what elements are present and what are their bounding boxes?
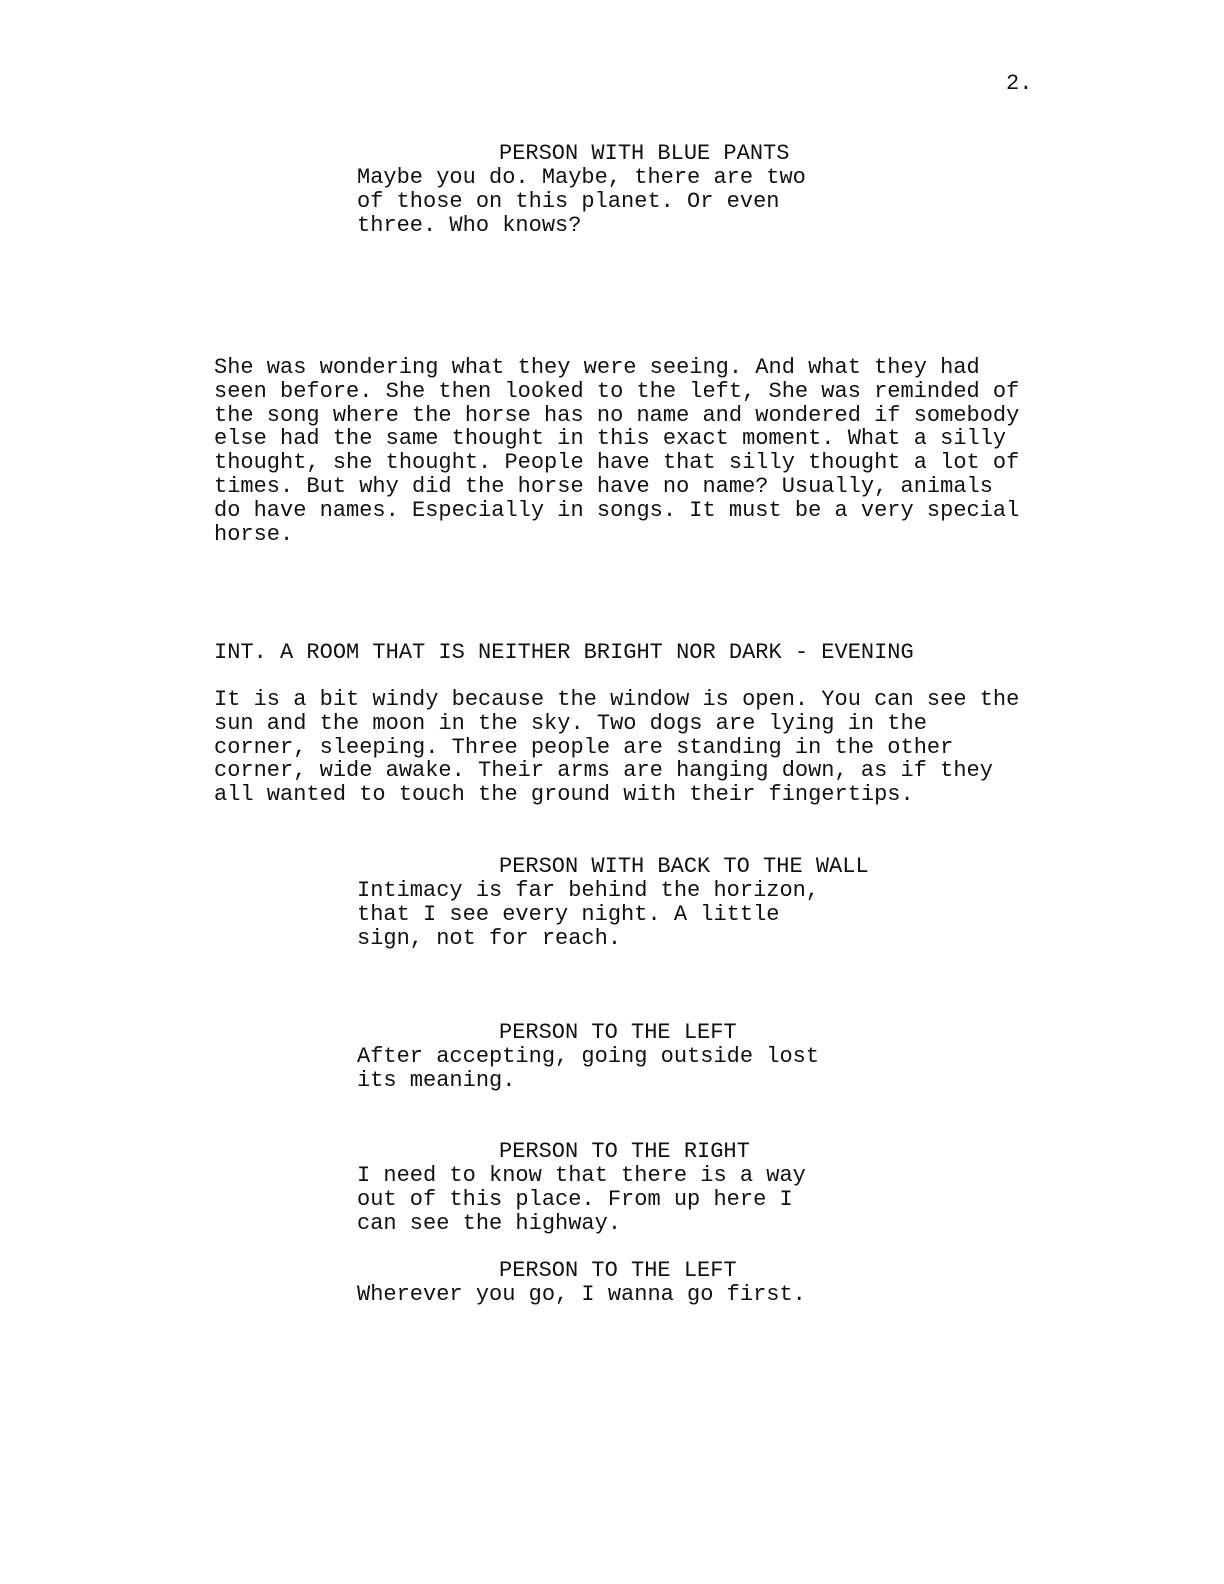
action-paragraph: She was wondering what they were seeing. And what they had seen before. She then looked to the left, She was reminded of the song where the horse has no name and wondered if somebody else had the same thought in this exact moment. What a silly thought, she thought. People have that silly thought a lot of times. But why did the horse have no name? Usually, animals do have names. Especially in songs. It must be a very special horse. — [214, 355, 1020, 547]
dialogue: Wherever you go, I wanna go first. — [357, 1282, 806, 1307]
character-name: PERSON WITH BLUE PANTS — [499, 141, 790, 166]
character-name: PERSON TO THE LEFT — [499, 1258, 737, 1283]
action-paragraph: It is a bit windy because the window is open. You can see the sun and the moon in the sky. Two dogs are lying in the corner, sleeping. Three people are standing in the other corner, wide awake. Their arms are hanging down, as if they all wanted to touch the ground with their fingertips. — [214, 687, 1020, 808]
dialogue: Maybe you do. Maybe, there are two of those on this planet. Or even three. Who knows? — [357, 165, 806, 238]
page-number: 2. — [1006, 71, 1033, 96]
dialogue: After accepting, going outside lost its meaning. — [357, 1044, 820, 1093]
character-name: PERSON TO THE RIGHT — [499, 1139, 750, 1164]
character-name: PERSON TO THE LEFT — [499, 1020, 737, 1045]
character-name: PERSON WITH BACK TO THE WALL — [499, 854, 869, 879]
scene-heading: INT. A ROOM THAT IS NEITHER BRIGHT NOR DARK - EVENING — [214, 640, 914, 665]
dialogue: I need to know that there is a way out of this place. From up here I can see the highway. — [357, 1163, 806, 1236]
dialogue: Intimacy is far behind the horizon, that I see every night. A little sign, not for reach. — [357, 878, 820, 951]
